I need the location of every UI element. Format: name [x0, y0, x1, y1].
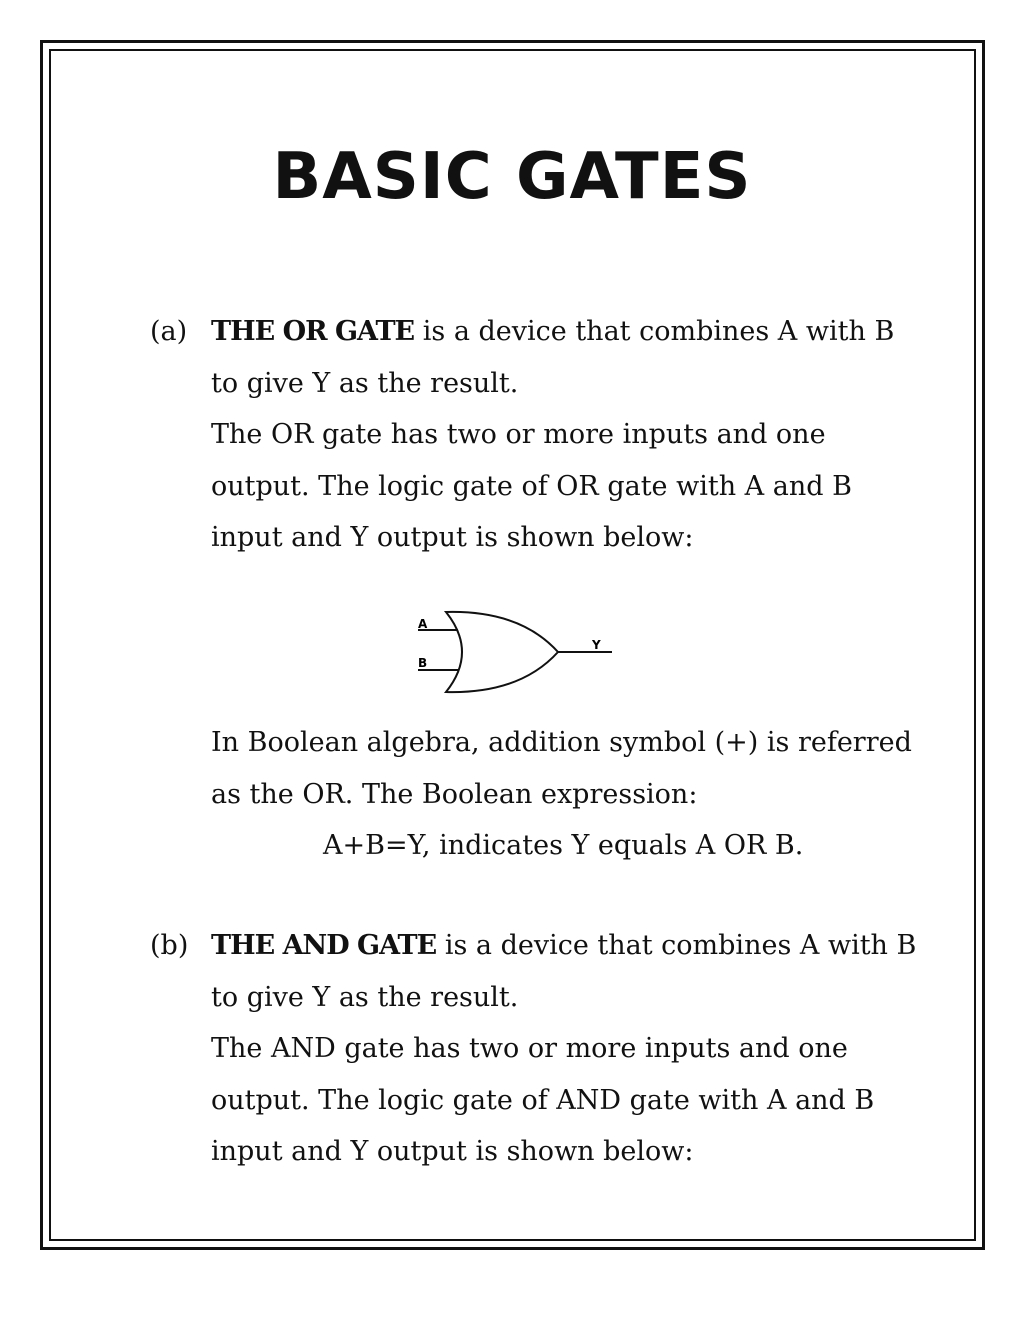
section-heading: THE AND GATE [211, 930, 437, 961]
section-line: In Boolean algebra, addition symbol (+) is referred [211, 727, 912, 758]
section-line: output. The logic gate of AND gate with A and B [211, 1084, 875, 1116]
section-line: The OR gate has two or more inputs and one [211, 419, 826, 450]
or-gate-symbol [446, 612, 558, 692]
section-line: to give Y as the result. [211, 367, 519, 399]
input-b-label: B [418, 656, 428, 670]
section-body [211, 717, 910, 872]
section-line-text: is a device that combines A with B [436, 930, 917, 961]
page-title: BASIC GATES [272, 140, 752, 214]
boolean-expression: A+B=Y, indicates Y equals A OR B. [323, 830, 804, 861]
section-line: output. The logic gate of OR gate with A and B [211, 470, 852, 502]
output-y-label: Y [592, 638, 601, 652]
section-or-boolean [150, 717, 910, 872]
section-heading: THE OR GATE [211, 316, 415, 347]
section-line: input and Y output is shown below: [211, 1136, 694, 1167]
input-a-label: A [418, 617, 428, 631]
section-marker: (a) [150, 316, 188, 347]
section-body [211, 920, 917, 1178]
section-line: The AND gate has two or more inputs and one [211, 1033, 848, 1064]
section-body [211, 306, 910, 564]
section-marker: (b) [150, 930, 189, 961]
section-or-gate [150, 306, 910, 564]
section-line [211, 920, 917, 972]
or-gate-diagram [410, 608, 620, 698]
section-line-text: is a device that combines A with B [414, 316, 895, 347]
section-line: to give Y as the result. [211, 981, 519, 1013]
section-line: input and Y output is shown below: [211, 522, 694, 553]
section-line: as the OR. The Boolean expression: [211, 778, 698, 810]
section-line [211, 306, 910, 358]
section-and-gate [150, 920, 917, 1178]
